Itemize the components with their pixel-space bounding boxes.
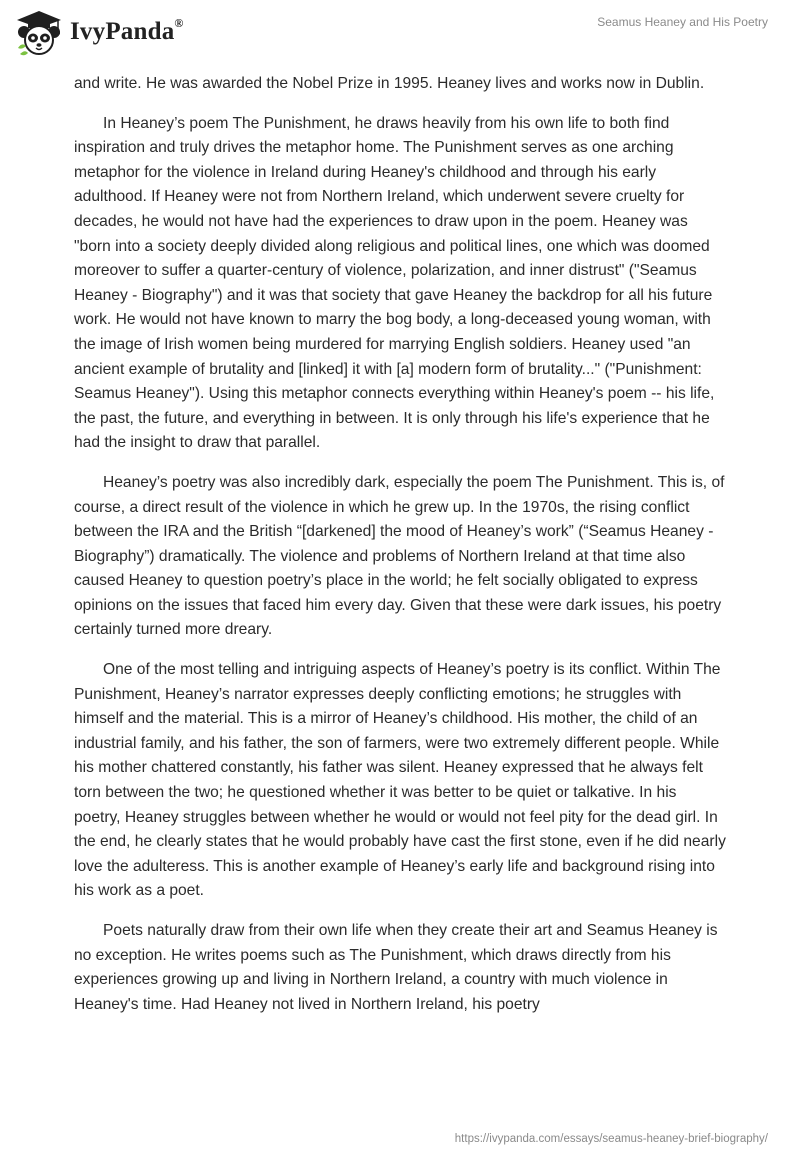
- essay-paragraph-5: Poets naturally draw from their own life when they create their art and Seamus Heaney is no exception. He writes poems such as The Punishment, which draws directly from his experiences growing up and living in Northern Ireland, a country with much violence in Heaney's time. Had Heaney not lived in Northern Ireland, his poetry: [74, 922, 718, 1013]
- ivypanda-logo[interactable]: [14, 8, 184, 58]
- brand-name: [70, 15, 184, 46]
- essay-paragraph-3: Heaney’s poetry was also incredibly dark, especially the poem The Punishment. This is, of course, a direct result of the violence in which he grew up. In the 1970s, the rising conflict between the IRA and the British “[darkened] the mood of Heaney’s work” (“Seamus Heaney - Biography”) dramatically. The violence and problems of Northern Ireland at that time also caused Heaney to question poetry’s place in the world; he felt socially obligated to express opinions on the issues that faced him every day. Given that these were dark issues, his poetry certainly turned more dreary.: [74, 473, 725, 639]
- panda-graduate-icon: [14, 8, 64, 58]
- brand-name-text: IvyPanda: [70, 18, 175, 45]
- essay-paragraph-1: and write. He was awarded the Nobel Prize in 1995. Heaney lives and works now in Dublin.: [74, 75, 705, 92]
- essay-body: [74, 72, 726, 1032]
- essay-paragraph-2: In Heaney’s poem The Punishment, he draws heavily from his own life to both find inspiration and truly drives the metaphor home. The Punishment serves as one arching metaphor for the violence in Ireland during Heaney's childhood and through his early adulthood. If Heaney were not from Northern Ireland, which underwent severe cruelty for decades, he would not have had the experiences to draw upon in the poem. Heaney was "born into a society deeply divided along religious and political lines, one which was doomed moreover to suffer a quarter-century of violence, polarization, and inner distrust" ("Seamus Heaney - Biography") and it was that society that gave Heaney the backdrop for all his future work. He would not have known to marry the bog body, a long-deceased young woman, with the image of Irish women being murdered for marrying English soldiers. Heaney used "an ancient example of brutality and [linked] it with [a] modern form of brutality..." ("Punishment: Seamus Heaney"). Using this metaphor connects everything within Heaney's poem -- his life, the past, the future, and everything in between. It is only through his life's experience that he had the insight to draw that parallel.: [74, 114, 715, 452]
- registered-mark: ®: [174, 15, 184, 30]
- document-title: Seamus Heaney and His Poetry: [597, 15, 768, 29]
- essay-paragraph-4: One of the most telling and intriguing aspects of Heaney’s poetry is its conflict. Within The Punishment, Heaney’s narrator expresses deeply conflicting emotions; he struggles with himself and the material. This is a mirror of Heaney’s childhood. His mother, the child of an industrial family, and his father, the son of farmers, were two extremely different people. While his mother chattered constantly, his father was silent. Heaney expressed that he always felt torn between the two; he questioned whether it was better to be quiet or talkative. In his poetry, Heaney struggles between whether he would or would not feel pity for the dead girl. In the end, he clearly states that he would probably have cast the first stone, even if he did nearly love the adulteress. This is another example of Heaney’s early life and background rising into his work as a poet.: [74, 661, 726, 900]
- source-url[interactable]: https://ivypanda.com/essays/seamus-heaney-brief-biography/: [454, 1133, 768, 1145]
- page-header: [0, 0, 800, 70]
